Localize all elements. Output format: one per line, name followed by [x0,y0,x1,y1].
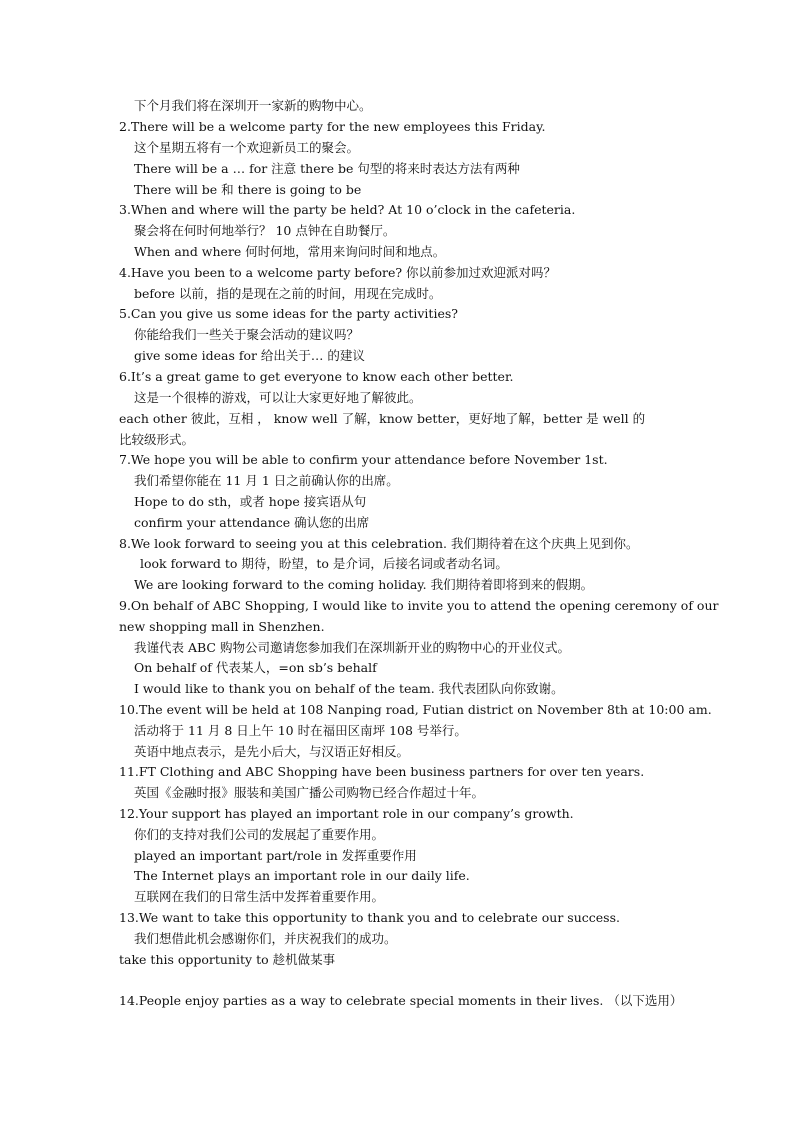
text-line: 英国《金融时报》服装和美国广播公司购物已经合作超过十年。 [134,785,485,800]
text-line: 6.It’s a great game to get everyone to know each other better. [119,369,514,384]
text-line: 下个月我们将在深圳开一家新的购物中心。 [134,98,372,113]
text-line: 我们想借此机会感谢你们，并庆祝我们的成功。 [134,931,397,946]
text-line: 4.Have you been to a welcome party before? 你以前参加过欢迎派对吗？ [119,265,557,280]
text-line: new shopping mall in Shenzhen. [119,619,325,634]
text-line: give some ideas for 给出关于… 的建议 [134,348,365,363]
text-line: 13.We want to take this opportunity to thank you and to celebrate our success. [119,910,620,925]
text-line: 这个星期五将有一个欢迎新员工的聚会。 [134,140,360,155]
text-line: take this opportunity to 趁机做某事 [119,952,336,967]
text-line: On behalf of 代表某人，=on sb’s behalf [134,660,377,675]
text-line: Hope to do sth，或者 hope 接宾语从句 [134,494,367,509]
text-line: 14.People enjoy parties as a way to celebrate special moments in their lives. （以下选用） [119,993,683,1008]
text-line: 比较级形式。 [119,432,195,447]
text-line: There will be a … for 注意 there be 句型的将来时表达方法有两种 [134,161,520,176]
text-line: We are looking forward to the coming holiday. 我们期待着即将到来的假期。 [134,577,594,592]
text-line: 互联网在我们的日常生活中发挥着重要作用。 [134,889,385,904]
text-line: 你们的支持对我们公司的发展起了重要作用。 [134,827,385,842]
text-line: 我们希望你能在 11 月 1 日之前确认你的出席。 [134,473,399,488]
text-line: 11.FT Clothing and ABC Shopping have been business partners for over ten years. [119,764,645,779]
text-line: When and where 何时何地，常用来询问时间和地点。 [134,244,446,259]
text-line: 5.Can you give us some ideas for the party activities? [119,306,458,321]
text-line: 7.We hope you will be able to confirm your attendance before November 1st. [119,452,608,467]
text-line: 10.The event will be held at 108 Nanping road, Futian district on November 8th at 10:00 am. [119,702,712,717]
text-line: The Internet plays an important role in our daily life. [134,868,470,883]
text-line: 这是一个很棒的游戏，可以让大家更好地了解彼此。 [134,390,422,405]
text-line: confirm your attendance 确认您的出席 [134,515,370,530]
text-line: I would like to thank you on behalf of the team. 我代表团队向你致谢。 [134,681,564,696]
text-line: There will be 和 there is going to be [134,182,362,197]
text-line: 活动将于 11 月 8 日上午 10 时在福田区南坪 108 号举行。 [134,723,467,738]
text-line: played an important part/role in 发挥重要作用 [134,848,417,863]
text-line: 英语中地点表示，是先小后大，与汉语正好相反。 [134,744,410,759]
text-line: before 以前，指的是现在之前的时间，用现在完成时。 [134,286,442,301]
text-line: each other 彼此，互相 ， know well 了解，know better，更好地了解，better 是 well 的 [119,411,646,426]
text-line: 2.There will be a welcome party for the new employees this Friday. [119,119,546,134]
text-line: 12.Your support has played an important role in our company’s growth. [119,806,574,821]
text-line: 聚会将在何时何地举行？ 10 点钟在自助餐厅。 [134,223,396,238]
text-line: 你能给我们一些关于聚会活动的建议吗？ [134,327,360,342]
text-line: 9.On behalf of ABC Shopping, I would like to invite you to attend the opening ceremony of our [119,598,719,613]
text-line: 8.We look forward to seeing you at this celebration. 我们期待着在这个庆典上见到你。 [119,536,639,551]
text-line: 3.When and where will the party be held? At 10 o’clock in the cafeteria. [119,202,576,217]
text-line: look forward to 期待，盼望，to 是介词，后接名词或者动名词。 [140,556,508,571]
text-line: 我谨代表 ABC 购物公司邀请您参加我们在深圳新开业的购物中心的开业仪式。 [134,640,570,655]
